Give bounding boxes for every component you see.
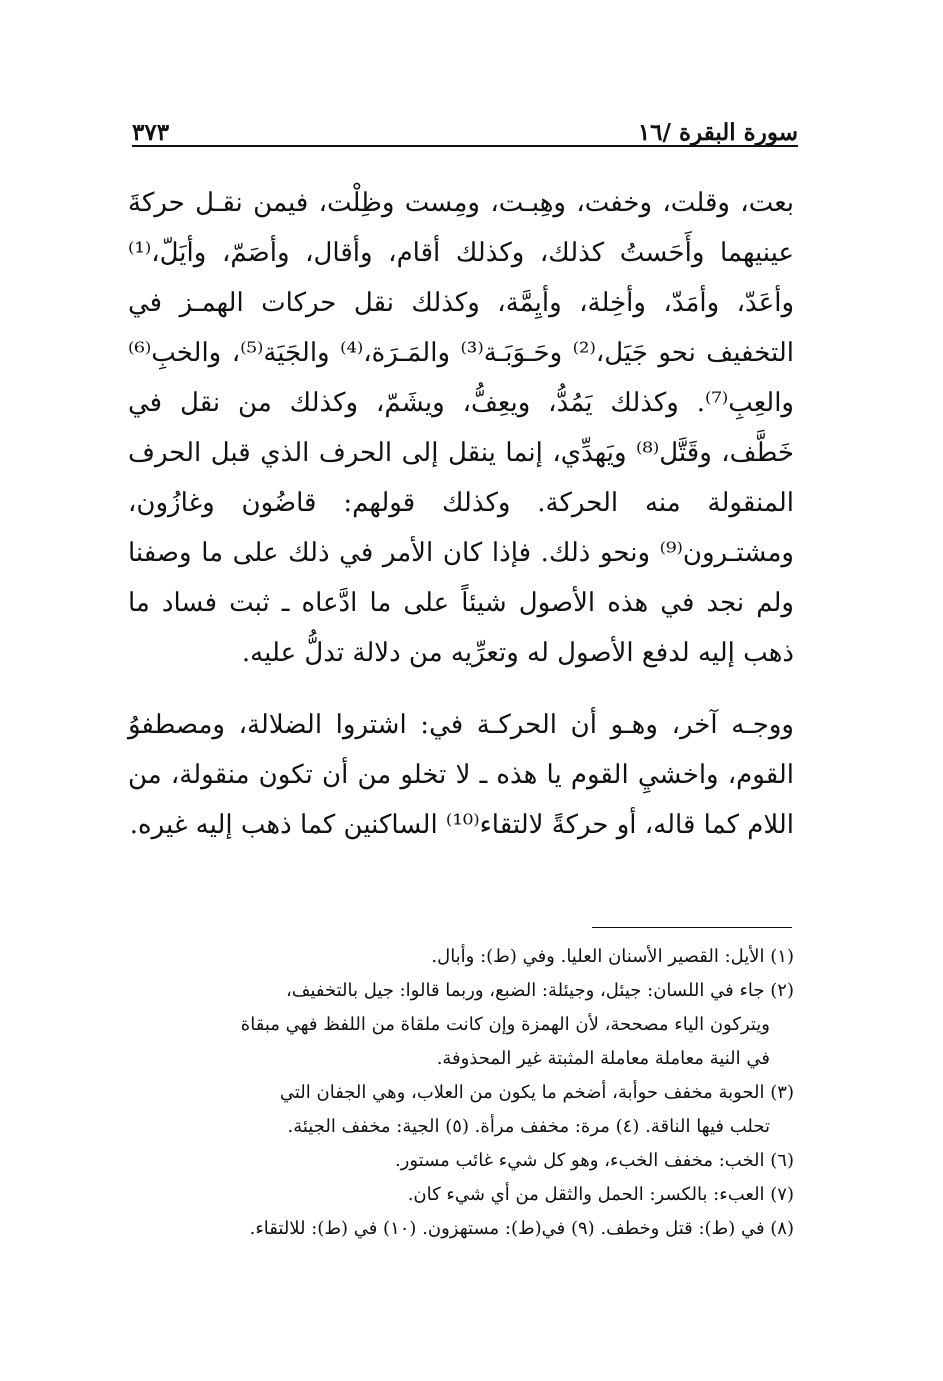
header-divider (132, 145, 798, 147)
footnote-divider (592, 927, 792, 928)
footnote-6: (٦) الخب: مخفف الخبء، وهو كل شيء غائب مستور. (394, 1150, 794, 1171)
footnote-3-line-2: تحلب فيها الناقة. (٤) مرة: مخفف مرأة. (٥) الجية: مخفف الجيئة. (287, 1116, 770, 1137)
footnotes (132, 940, 794, 1246)
footnote-2-line-1: (٢) جاء في اللسان: جيئل، وجيئلة: الضبع، وربما قالوا: جيل بالتخفيف، (285, 980, 794, 1001)
body-paragraph-2: ووجـه آخر، وهـو أن الحركـة في: اشتروا الضلالة، ومصطفوُ القوم، واخشيِ القوم يا هذه ـ لا تخلو من أن تكون منقولة، من اللام كما قاله، أو حركةً لالتقاء⁽¹⁰⁾ الساكنين كما ذهب إليه غيره. (128, 710, 794, 840)
page-number: ٣٧٣ (132, 119, 170, 146)
footnote-1: (١) الأيل: القصير الأسنان العليا. وفي (ط): وأبال. (431, 946, 794, 967)
main-text (128, 178, 794, 850)
footnote-2-line-2: ويتركون الياء مصححة، لأن الهمزة وإن كانت ملقاة من اللفظ فهي مبقاة (240, 1014, 770, 1035)
footnote-3-line-1: (٣) الحوبة مخفف حوأبة، أضخم ما يكون من العلاب، وهي الجفان التي (279, 1082, 794, 1103)
page-header (132, 112, 798, 146)
body-paragraph-1: بعت، وقلت، وخفت، وهِبـت، ومِست وظِلْت، فيمن نقـل حركةَ عينيهما وأَحَستُ كذلك، وكذلك أقام، وأقال، وأصَمّ، وأيَلّ،⁽¹⁾ وأعَدّ، وأمَدّ، وأخِلة، وأيِمَّة، وكذلك نقل حركات الهمـز في التخفيف نحو جَيَل،⁽²⁾ وحَـوَبَـة⁽³⁾ والمَـرَة،⁽⁴⁾ والجَيَة⁽⁵⁾، والخبِ⁽⁶⁾ والعِبِ⁽⁷⁾. وكذلك يَمُدُّ، ويعِفُّ، ويشَمّ، وكذلك من نقل في خَطَّف، وقَتَّل⁽⁸⁾ ويَهدِّي، إنما ينقل إلى الحرف الذي قبل الحرف المنقولة منه الحركة. وكذلك قولهم: قاضُون وغازُون، ومشتـرون⁽⁹⁾ ونحو ذلك. فإذا كان الأمر في ذلك على ما وصفنا ولم نجد في هذه الأصول شيئاً على ما ادَّعاه ـ ثبت فساد ما ذهب إليه لدفع الأصول له وتعرِّيه من دلالة تدلُّ عليه. (128, 188, 794, 668)
surah-title: سورة البقرة /١٦ (637, 119, 798, 146)
footnote-7: (٧) العبء: بالكسر: الحمل والثقل من أي شيء كان. (407, 1184, 794, 1205)
footnote-2-line-3: في النية معاملة معاملة المثبتة غير المحذوفة. (436, 1048, 770, 1069)
footnote-8: (٨) في (ط): قتل وخطف. (٩) في(ط): مستهزون. (١٠) في (ط): للالتقاء. (249, 1218, 794, 1239)
